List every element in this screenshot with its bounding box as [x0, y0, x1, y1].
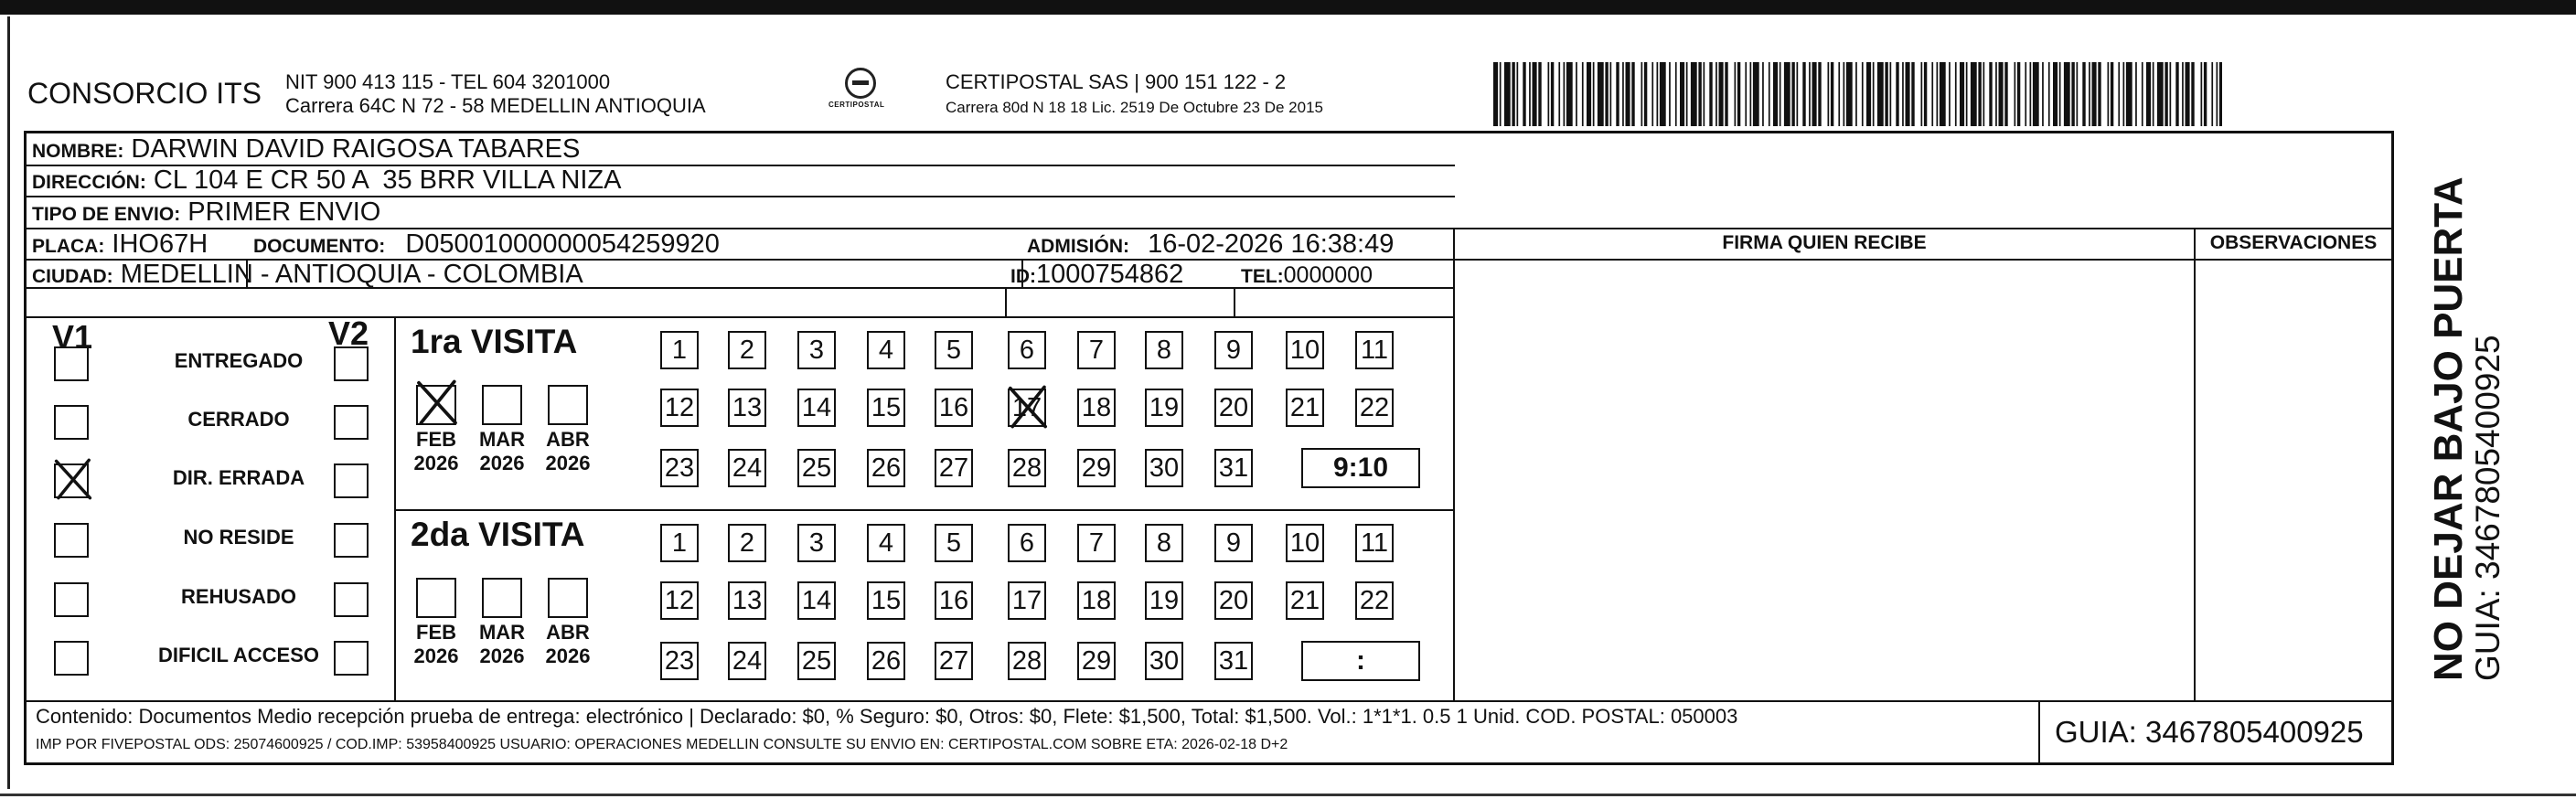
month-checkbox[interactable] [416, 578, 456, 618]
day-box[interactable]: 28 [1008, 449, 1046, 487]
day-box[interactable]: 10 [1286, 331, 1324, 369]
recipient-name: DARWIN DAVID RAIGOSA TABARES [131, 134, 581, 164]
day-box[interactable]: 19 [1145, 389, 1183, 427]
city-value: MEDELLIN - ANTIOQUIA - COLOMBIA [120, 260, 583, 289]
month-label [475, 621, 529, 668]
day-box[interactable]: 1 [660, 331, 699, 369]
day-box[interactable]: 9 [1214, 331, 1253, 369]
signature-header: FIRMA QUIEN RECIBE [1722, 232, 1927, 253]
page-top-edge [0, 0, 2576, 15]
month-year: 2026 [413, 452, 459, 474]
company-address: Carrera 64C N 72 - 58 MEDELLIN ANTIOQUIA [285, 94, 706, 117]
observations-area[interactable] [2196, 261, 2391, 700]
day-box[interactable]: 18 [1077, 389, 1116, 427]
day-box[interactable]: 29 [1077, 449, 1116, 487]
admission-label: ADMISIÓN: [1027, 236, 1129, 257]
page-left-edge [7, 16, 10, 789]
visit-title: 1ra VISITA [411, 323, 578, 360]
guia-number: GUIA: 3467805400925 [2055, 715, 2364, 749]
recipient-name-row [32, 134, 580, 166]
month-year: 2026 [413, 645, 459, 667]
month-checkbox[interactable] [548, 578, 588, 618]
day-box[interactable]: 22 [1355, 389, 1394, 427]
day-box[interactable]: 15 [867, 389, 905, 427]
plate-label: PLACA: [32, 236, 105, 257]
month-label [540, 621, 595, 668]
shipment-type: PRIMER ENVIO [187, 197, 381, 227]
month-name: FEB [416, 621, 456, 644]
logo-text: CERTIPOSTAL [828, 101, 885, 109]
time-box[interactable]: : [1301, 641, 1420, 681]
id-label: ID: [1010, 266, 1036, 287]
status-label: CERRADO [187, 408, 290, 431]
day-box[interactable]: 14 [797, 389, 836, 427]
tel-row [1241, 260, 1373, 292]
city-label: CIUDAD: [32, 266, 113, 287]
month-label [409, 621, 464, 668]
day-box[interactable]: 13 [728, 581, 766, 620]
document-value: D05001000000054259920 [405, 229, 720, 259]
month-checkbox[interactable] [548, 385, 588, 425]
imprint-line: IMP POR FIVEPOSTAL ODS: 25074600925 / COD.IMP: 53958400925 USUARIO: OPERACIONES MEDELLIN CONSULTE SU ENVIO EN: CERTIPOSTAL.COM SOBRE ETA: 2026-02-18 D+2 [36, 737, 1288, 752]
month-label [540, 428, 595, 475]
day-box[interactable]: 17 [1008, 389, 1046, 427]
day-box[interactable]: 20 [1214, 581, 1253, 620]
visit-title: 2da VISITA [411, 516, 585, 553]
month-name: MAR [478, 621, 526, 644]
day-box[interactable]: 16 [935, 389, 973, 427]
plate-value: IHO67H [112, 229, 208, 259]
day-box[interactable]: 23 [660, 642, 699, 680]
day-box[interactable]: 28 [1008, 642, 1046, 680]
day-box[interactable]: 16 [935, 581, 973, 620]
month-year: 2026 [479, 452, 525, 474]
day-box[interactable]: 18 [1077, 581, 1116, 620]
check-mark-icon [414, 379, 460, 425]
day-box[interactable]: 25 [797, 449, 836, 487]
v2-checkbox[interactable] [334, 346, 369, 381]
signature-area[interactable] [1455, 261, 2194, 700]
check-mark-icon [52, 458, 94, 500]
tel-label: TEL: [1241, 266, 1284, 287]
month-year: 2026 [479, 645, 525, 667]
month-name: ABR [546, 621, 590, 644]
month-name: ABR [546, 428, 590, 451]
status-label: REHUSADO [181, 585, 296, 608]
observations-header: OBSERVACIONES [2209, 232, 2378, 253]
day-box[interactable]: 30 [1145, 449, 1183, 487]
v2-checkbox[interactable] [334, 582, 369, 617]
day-box[interactable]: 17 [1008, 581, 1046, 620]
status-label: NO RESIDE [183, 526, 294, 549]
check-mark-icon [1006, 385, 1050, 429]
day-box[interactable]: 2 [728, 331, 766, 369]
day-box[interactable]: 30 [1145, 642, 1183, 680]
day-box[interactable]: 19 [1145, 581, 1183, 620]
month-name: FEB [416, 428, 456, 451]
day-box[interactable]: 25 [797, 642, 836, 680]
day-box[interactable]: 6 [1008, 331, 1046, 369]
day-box[interactable]: 20 [1214, 389, 1253, 427]
id-value: 1000754862 [1036, 260, 1184, 289]
day-box[interactable]: 29 [1077, 642, 1116, 680]
admission-row [1027, 229, 1394, 261]
day-box[interactable]: 9 [1214, 524, 1253, 562]
v2-checkbox[interactable] [334, 641, 369, 676]
month-label [475, 428, 529, 475]
v1-checkbox[interactable] [54, 405, 89, 440]
day-box[interactable]: 31 [1214, 642, 1253, 680]
side-text [2428, 176, 2507, 681]
day-box[interactable]: 3 [797, 331, 836, 369]
document-label: DOCUMENTO: [253, 236, 386, 257]
day-box[interactable]: 27 [935, 642, 973, 680]
day-box[interactable]: 21 [1286, 389, 1324, 427]
month-label [409, 428, 464, 475]
day-box[interactable]: 6 [1008, 524, 1046, 562]
tel-value: 0000000 [1283, 262, 1373, 288]
carrier-license: Carrera 80d N 18 18 Lic. 2519 De Octubre 23 De 2015 [946, 99, 1323, 116]
day-box[interactable]: 2 [728, 524, 766, 562]
v1-label: V1 [52, 318, 93, 356]
month-checkbox[interactable] [482, 578, 522, 618]
v1-checkbox[interactable] [54, 582, 89, 617]
day-box[interactable]: 7 [1077, 524, 1116, 562]
recipient-address: CL 104 E CR 50 A 35 BRR VILLA NIZA [153, 165, 622, 195]
admission-value: 16-02-2026 16:38:49 [1148, 229, 1395, 259]
contents-line: Contenido: Documentos Medio recepción prueba de entrega: electrónico | Declarado: $0, % Seguro: $0, Otros: $0, Flete: $1,500, Total: $1,500. Vol.: 1*1*1. 0.5 1 Unid. COD. POSTAL: 050003 [36, 705, 1738, 728]
address-label: DIRECCIÓN: [32, 172, 146, 193]
month-checkbox[interactable] [482, 385, 522, 425]
month-name: MAR [478, 428, 526, 451]
status-label: ENTREGADO [174, 349, 304, 372]
no-leave-under-door-warning: NO DEJAR BAJO PUERTA [2426, 176, 2471, 681]
day-box[interactable]: 23 [660, 449, 699, 487]
day-box[interactable]: 8 [1145, 524, 1183, 562]
plate-row [32, 229, 208, 261]
day-box[interactable]: 26 [867, 642, 905, 680]
day-box[interactable]: 7 [1077, 331, 1116, 369]
shipment-label: TIPO DE ENVIO: [32, 204, 181, 225]
day-box[interactable]: 11 [1355, 331, 1394, 369]
day-box[interactable]: 31 [1214, 449, 1253, 487]
v2-checkbox[interactable] [334, 523, 369, 558]
time-box[interactable]: 9:10 [1301, 448, 1420, 488]
day-box[interactable]: 27 [935, 449, 973, 487]
day-box[interactable]: 12 [660, 389, 699, 427]
day-box[interactable]: 1 [660, 524, 699, 562]
day-box[interactable]: 14 [797, 581, 836, 620]
day-box[interactable]: 21 [1286, 581, 1324, 620]
day-box[interactable]: 24 [728, 449, 766, 487]
day-box[interactable]: 10 [1286, 524, 1324, 562]
barcode-icon [1493, 62, 2222, 126]
day-box[interactable]: 3 [797, 524, 836, 562]
day-box[interactable]: 22 [1355, 581, 1394, 620]
shipment-type-row [32, 197, 380, 229]
certipostal-logo-icon [845, 68, 876, 99]
status-label: DIR. ERRADA [172, 466, 305, 489]
company-nit: NIT 900 413 115 - TEL 604 3201000 [285, 70, 611, 93]
day-box[interactable]: 8 [1145, 331, 1183, 369]
carrier-name: CERTIPOSTAL SAS | 900 151 122 - 2 [946, 70, 1287, 93]
v2-checkbox[interactable] [334, 463, 369, 498]
id-row [1010, 260, 1183, 292]
delivery-form [24, 131, 2394, 765]
city-row [32, 260, 583, 292]
v1-checkbox[interactable] [54, 346, 89, 381]
month-year: 2026 [545, 645, 591, 667]
day-box[interactable]: 24 [728, 642, 766, 680]
day-box[interactable]: 11 [1355, 524, 1394, 562]
side-guia-number: GUIA: 3467805400925 [2469, 335, 2507, 681]
status-label: DIFICIL ACCESO [157, 644, 319, 666]
v2-label: V2 [328, 314, 369, 352]
recipient-address-row [32, 165, 621, 197]
v1-checkbox[interactable] [54, 523, 89, 558]
day-box[interactable]: 4 [867, 331, 905, 369]
document-row [253, 229, 720, 261]
name-label: NOMBRE: [32, 141, 124, 162]
company-name: CONSORCIO ITS [27, 77, 262, 110]
day-box[interactable]: 12 [660, 581, 699, 620]
day-box[interactable]: 15 [867, 581, 905, 620]
month-year: 2026 [545, 452, 591, 474]
day-box[interactable]: 5 [935, 331, 973, 369]
v1-checkbox[interactable] [54, 641, 89, 676]
day-box[interactable]: 26 [867, 449, 905, 487]
page-bottom-edge [0, 794, 2576, 796]
v2-checkbox[interactable] [334, 405, 369, 440]
day-box[interactable]: 13 [728, 389, 766, 427]
day-box[interactable]: 4 [867, 524, 905, 562]
day-box[interactable]: 5 [935, 524, 973, 562]
